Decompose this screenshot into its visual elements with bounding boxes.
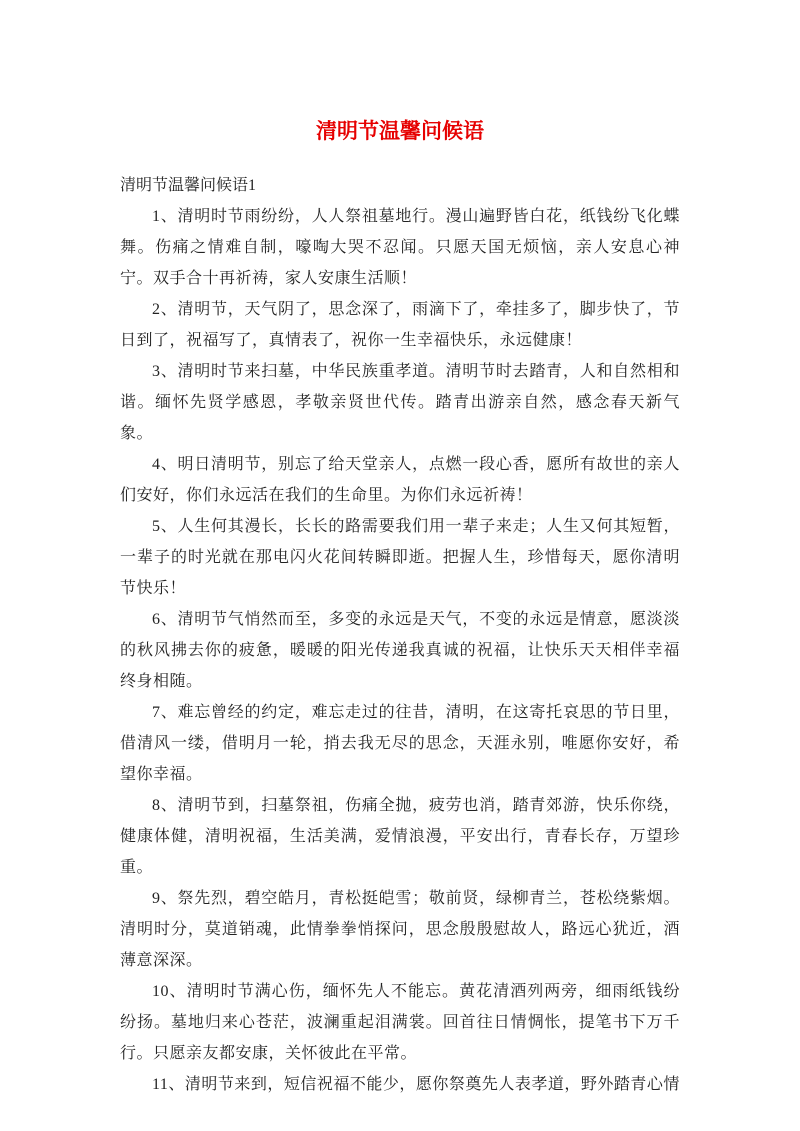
page-title: 清明节温馨问候语 bbox=[316, 119, 484, 143]
paragraph-9: 9、祭先烈，碧空皓月，青松挺皑雪；敬前贤，绿柳青兰，苍松绕紫烟。清明时分，莫道销魂，此情拳拳悄探问，思念殷殷慰故人，路远心犹近，酒薄意深深。 bbox=[120, 890, 680, 969]
paragraph-2: 2、清明节，天气阴了，思念深了，雨滴下了，牵挂多了，脚步快了，节日到了，祝福写了，真情表了，祝你一生幸福快乐，永远健康！ bbox=[120, 301, 680, 349]
paragraph-8: 8、清明节到，扫墓祭祖，伤痛全抛，疲劳也消，踏青郊游，快乐你绕，健康体健，清明祝福，生活美满，爱情浪漫，平安出行，青春长存，万望珍重。 bbox=[120, 797, 680, 876]
paragraph-6: 6、清明节气悄然而至，多变的永远是天气，不变的永远是情意，愿淡淡的秋风拂去你的疲惫，暖暖的阳光传递我真诚的祝福，让快乐天天相伴幸福终身相随。 bbox=[120, 611, 680, 690]
paragraph-7: 7、难忘曾经的约定，难忘走过的往昔，清明，在这寄托哀思的节日里，借清风一缕，借明月一轮，捎去我无尽的思念，天涯永别，唯愿你安好，希望你幸福。 bbox=[120, 704, 680, 783]
paragraph-4: 4、明日清明节，别忘了给天堂亲人，点燃一段心香，愿所有故世的亲人们安好，你们永远活在我们的生命里。为你们永远祈祷！ bbox=[120, 456, 680, 504]
paragraph-3: 3、清明时节来扫墓，中华民族重孝道。清明节时去踏青，人和自然相和谐。缅怀先贤学感恩，孝敬亲贤世代传。踏青出游亲自然，感念春天新气象。 bbox=[120, 363, 680, 442]
document-subtitle: 清明节温馨问候语1 bbox=[120, 177, 257, 194]
paragraph-5: 5、人生何其漫长，长长的路需要我们用一辈子来走；人生又何其短暂，一辈子的时光就在那电闪火花间转瞬即逝。把握人生，珍惜每天，愿你清明节快乐！ bbox=[120, 518, 680, 597]
paragraph-10: 10、清明时节满心伤，缅怀先人不能忘。黄花清酒列两旁，细雨纸钱纷纷扬。墓地归来心苍茫，波澜重起泪满裳。回首往日情惆怅，提笔书下万千行。只愿亲友都安康，关怀彼此在平常。 bbox=[120, 983, 680, 1062]
paragraph-1: 1、清明时节雨纷纷，人人祭祖墓地行。漫山遍野皆白花，纸钱纷飞化蝶舞。伤痛之情难自制，嚎啕大哭不忍闻。只愿天国无烦恼，亲人安息心神宁。双手合十再祈祷，家人安康生活顺！ bbox=[120, 208, 680, 287]
paragraph-11: 11、清明节来到，短信祝福不能少，愿你祭奠先人表孝道，野外踏青心情 bbox=[152, 1076, 680, 1093]
